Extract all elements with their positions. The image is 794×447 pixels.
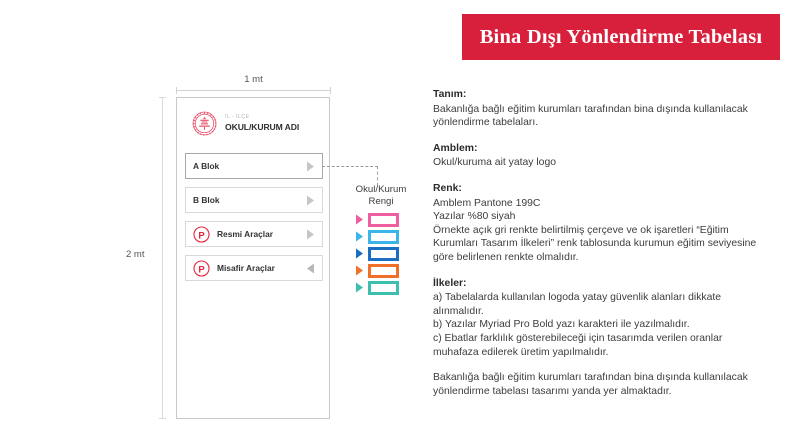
height-dimension-line (162, 97, 163, 419)
principles-heading: İlkeler: (433, 277, 467, 289)
logo-subtitle: İL - İLÇE (225, 114, 250, 121)
sign-row-label: Resmi Araçlar (217, 229, 274, 239)
width-dimension-label: 1 mt (244, 74, 263, 85)
header-banner (462, 14, 780, 60)
color-heading: Renk: (433, 182, 462, 194)
leader-line-vertical (377, 166, 378, 186)
arrow-right-icon (306, 161, 315, 172)
definition-body: Bakanlığa bağlı eğitim kurumları tarafından bina dışında kullanılacak yönlendirme tabelaları. (433, 103, 748, 129)
arrow-right-icon (355, 248, 364, 259)
definition-heading: Tanım: (433, 89, 467, 100)
sign-row-label: B Blok (193, 195, 220, 205)
swatch-row (345, 229, 417, 244)
swatch-box (368, 213, 399, 227)
swatch-legend-title (345, 184, 417, 207)
info-block-closing (433, 371, 763, 398)
arrow-right-icon (355, 231, 364, 242)
parking-icon (193, 226, 210, 243)
sign-row-resmi-araclar[interactable] (185, 221, 323, 247)
color-line-1: Amblem Pantone 199C (433, 197, 541, 209)
swatch-row (345, 246, 417, 261)
closing-paragraph: Bakanlığa bağlı eğitim kurumları tarafından bina dışında kullanılacak yönlendirme tabelası tasarımı yanda yer almaktadır. (433, 372, 748, 397)
institution-logo-text (225, 115, 299, 132)
institution-logo-lockup (191, 110, 299, 137)
swatch-row (345, 280, 417, 295)
arrow-right-icon (306, 229, 315, 240)
swatch-title-line1: Okul/Kurum (355, 184, 407, 195)
svg-text:P: P (198, 263, 205, 275)
sign-row-b-blok[interactable] (185, 187, 323, 213)
arrow-left-icon (306, 263, 315, 274)
swatch-row (345, 263, 417, 278)
parking-icon (193, 260, 210, 277)
color-swatch-legend (345, 184, 417, 297)
info-block-color (433, 182, 763, 265)
color-line-3: Örnekte açık gri renkte belirtilmiş çerçeve ve ok işaretleri “Eğitim Kurumları Tasarım İlkeleri” renk tablosunda kurumun eğitim seviyesine göre belirlenen renkte olmalıdır. (433, 224, 757, 263)
info-block-principles (433, 277, 763, 360)
sign-row-label: A Blok (193, 161, 220, 171)
logo-title: OKUL/KURUM ADI (225, 121, 300, 132)
arrow-right-icon (355, 282, 364, 293)
principle-c: c) Ebatlar farklılık gösterebileceği için tasarımda verilen oranlar muhafaza edilerek üretim yapılmalıdır. (433, 332, 723, 358)
info-column (433, 88, 763, 410)
page-title: Bina Dışı Yönlendirme Tabelası (479, 25, 763, 48)
width-dimension-line (176, 90, 331, 91)
swatch-rows (345, 212, 417, 295)
sign-row-a-blok[interactable] (185, 153, 323, 179)
arrow-right-icon (355, 265, 364, 276)
svg-text:P: P (198, 229, 205, 241)
color-line-2: Yazılar %80 siyah (433, 211, 516, 223)
swatch-title-line2: Rengi (368, 195, 394, 207)
emblem-body: Okul/kuruma ait yatay logo (433, 157, 557, 169)
leader-line-horizontal (322, 166, 378, 167)
arrow-right-icon (355, 214, 364, 225)
sign-row-misafir-araclar[interactable] (185, 255, 323, 281)
swatch-box (368, 247, 399, 261)
height-dimension-label: 2 mt (126, 249, 145, 260)
swatch-box (368, 264, 399, 278)
swatch-box (368, 281, 399, 295)
emblem-heading: Amblem: (433, 142, 478, 154)
principle-a: a) Tabelalarda kullanılan logoda yatay güvenlik alanları dikkate alınmalıdır. (433, 292, 722, 317)
arrow-right-icon (306, 195, 315, 206)
swatch-row (345, 212, 417, 227)
swatch-box (368, 230, 399, 244)
info-block-definition (433, 88, 763, 130)
sign-row-label: Misafir Araçlar (217, 263, 275, 273)
meb-emblem-icon (191, 110, 218, 137)
principle-b: b) Yazılar Myriad Pro Bold yazı karakteri ile yazılmalıdır. (433, 319, 690, 331)
sign-panel (176, 97, 330, 419)
info-block-emblem (433, 142, 763, 170)
